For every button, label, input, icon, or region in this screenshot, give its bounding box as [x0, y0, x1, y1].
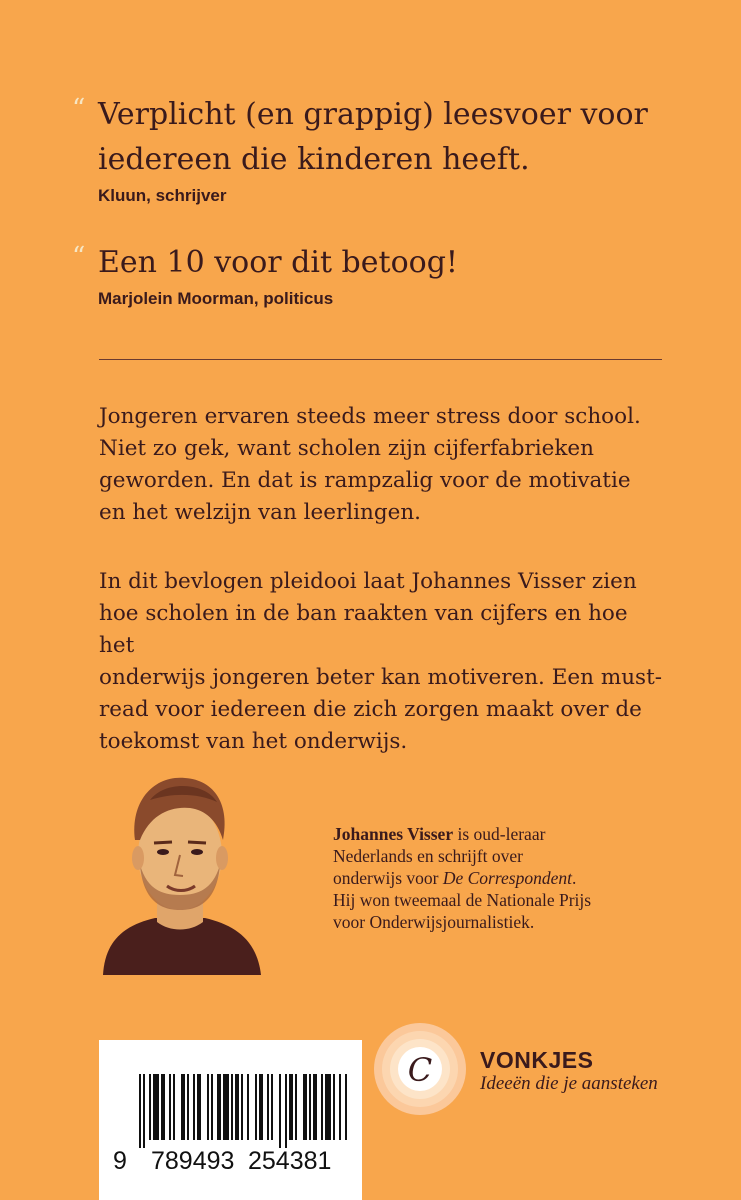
barcode-bar — [285, 1074, 287, 1148]
barcode-bar — [267, 1074, 269, 1140]
quote-attribution: Marjolein Moorman, politicus — [98, 289, 334, 308]
quote-attribution: Kluun, schrijver — [98, 186, 227, 205]
barcode-bar — [231, 1074, 233, 1140]
blurb-line: hoe scholen in de ban raakten van cijfers en hoe het — [99, 601, 628, 658]
barcode-bar — [197, 1074, 201, 1140]
barcode-bar — [271, 1074, 273, 1140]
series-name: VONKJES — [480, 1047, 594, 1073]
logo-letter: C — [407, 1051, 433, 1089]
barcode-bar — [235, 1074, 239, 1140]
bio-text: is oud-leraar — [453, 824, 546, 844]
barcode-bar — [193, 1074, 195, 1140]
barcode-bar — [325, 1074, 331, 1140]
barcode-bar — [139, 1074, 141, 1148]
barcode-bar — [169, 1074, 171, 1140]
barcode-bar — [313, 1074, 317, 1140]
bio-line — [333, 867, 593, 889]
barcode-bars — [99, 1040, 362, 1150]
barcode-digit-group: 789493 — [151, 1147, 235, 1175]
barcode-bar — [247, 1074, 249, 1140]
barcode-digit-group: 9 — [113, 1147, 127, 1175]
blurb-line: geworden. En dat is rampzalig voor de motivatie — [99, 468, 631, 493]
divider — [99, 359, 662, 360]
barcode-bar — [303, 1074, 307, 1140]
quote-2 — [72, 240, 672, 309]
barcode-bar — [217, 1074, 221, 1140]
isbn-barcode — [99, 1040, 362, 1200]
barcode-bar — [143, 1074, 145, 1148]
bio-line: voor Onderwijsjournalistiek. — [333, 912, 535, 932]
barcode-bar — [309, 1074, 311, 1140]
barcode-bar — [321, 1074, 323, 1140]
barcode-bar — [161, 1074, 165, 1140]
barcode-bar — [259, 1074, 263, 1140]
barcode-bar — [181, 1074, 185, 1140]
blurb-line: Niet zo gek, want scholen zijn cijferfabrieken — [99, 436, 594, 461]
barcode-bar — [339, 1074, 341, 1140]
quote-mark: “ — [72, 94, 86, 124]
author-portrait — [95, 760, 265, 975]
publication-name: De Correspondent — [442, 868, 572, 888]
barcode-bar — [333, 1074, 335, 1140]
bio-line: Hij won tweemaal de Nationale Prijs — [333, 890, 592, 910]
quote-line: Een 10 voor dit betoog! — [98, 245, 458, 280]
bio-text: . — [572, 868, 577, 888]
quote-line: Verplicht (en grappig) leesvoer voor — [98, 97, 648, 132]
barcode-digit-group: 254381 — [248, 1147, 332, 1175]
blurb-paragraph-2 — [99, 566, 669, 758]
barcode-bar — [149, 1074, 151, 1140]
quote-text — [98, 240, 672, 285]
barcode-bar — [289, 1074, 293, 1140]
quote-mark: “ — [72, 242, 86, 272]
blurb-line: toekomst van het onderwijs. — [99, 729, 408, 754]
barcode-bar — [295, 1074, 297, 1140]
vonkjes-logo-icon — [373, 1022, 467, 1116]
bio-line — [333, 823, 593, 845]
barcode-bar — [211, 1074, 213, 1140]
barcode-bar — [279, 1074, 281, 1148]
barcode-bar — [153, 1074, 159, 1140]
quote-1 — [72, 92, 672, 206]
barcode-bar — [223, 1074, 229, 1140]
bio-line: Nederlands en schrijft over — [333, 846, 523, 866]
blurb-line: In dit bevlogen pleidooi laat Johannes Visser zien — [99, 569, 637, 594]
author-name: Johannes Visser — [333, 824, 454, 844]
quote-line: iedereen die kinderen heeft. — [98, 142, 530, 177]
barcode-bar — [255, 1074, 257, 1140]
bio-text: onderwijs voor — [333, 868, 443, 888]
blurb-line: onderwijs jongeren beter kan motiveren. Een must- — [99, 665, 662, 690]
blurb-line: read voor iedereen die zich zorgen maakt over de — [99, 697, 642, 722]
author-bio — [333, 823, 593, 933]
blurb-line: en het welzijn van leerlingen. — [99, 500, 422, 525]
barcode-bar — [345, 1074, 347, 1140]
barcode-bar — [207, 1074, 209, 1140]
barcode-bar — [187, 1074, 189, 1140]
blurb-line: Jongeren ervaren steeds meer stress door school. — [99, 404, 641, 429]
barcode-bar — [173, 1074, 175, 1140]
barcode-bar — [241, 1074, 243, 1140]
blurb-paragraph-1 — [99, 401, 669, 529]
quote-text — [98, 92, 672, 182]
series-tagline: Ideeën die je aansteken — [480, 1073, 658, 1094]
